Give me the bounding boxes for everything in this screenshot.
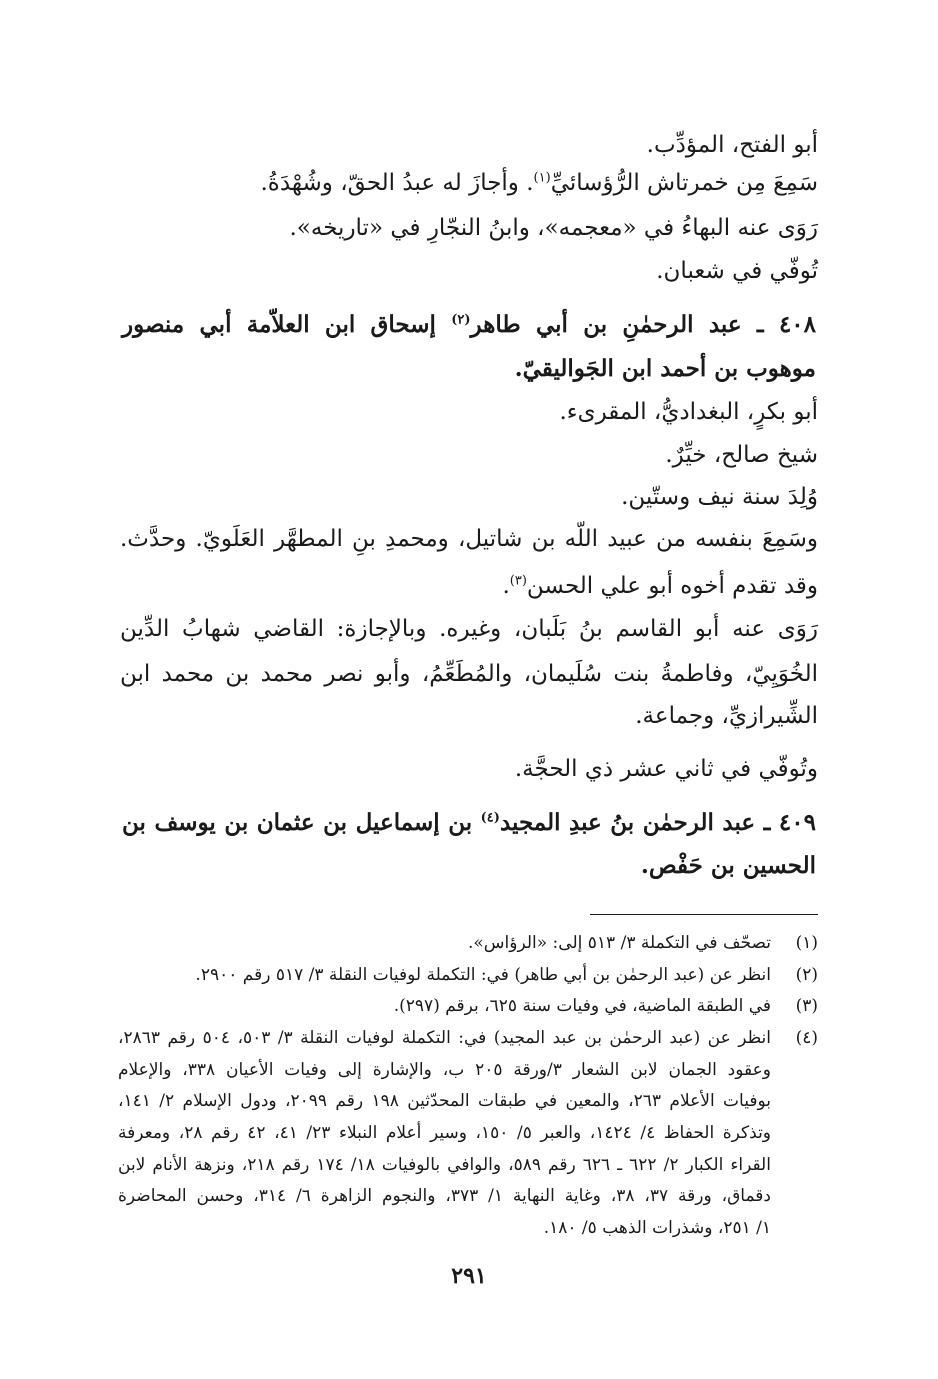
entry-title: موهوب بن أحمد ابن الجَواليقيّ. [514, 355, 816, 382]
text-line [120, 389, 818, 435]
entry-heading-408-cont [120, 346, 816, 392]
footnote-text: وتذكرة الحفاظ ٤/ ١٤٢٤، والعبر ٥/ ١٥٠، وسير أعلام النبلاء ٢٣/ ٤١، ٤٢ رقم ٢٨، ومعرفة [118, 1123, 772, 1143]
footnote-ref[interactable]: (١) [533, 170, 551, 186]
text-line [120, 563, 818, 609]
line-text: وسَمِعَ بنفسه من عبيد اللّه بن شاتيل، ومحمدِ بنِ المطهَّر العَلَويّ. وحدَّث. [120, 526, 818, 552]
line-text: شيخ صالح، خيِّرٌ. [665, 442, 818, 468]
footnote-number: (٢) [795, 965, 818, 985]
text-line [120, 160, 818, 206]
footnote-text: دقماق، ورقة ٣٧، ٣٨، وغاية النهاية ١/ ٣٧٣، والنجوم الزاهرة ٦/ ٣١٤، وحسن المحاضرة [118, 1186, 771, 1206]
entry-title: ٤٠٨ ـ عبد الرحمٰنِ بن أبي طاهر [470, 311, 816, 338]
footnote-text: في الطبقة الماضية، في وفيات سنة ٦٢٥، برقم (٢٩٧). [393, 996, 771, 1016]
line-text: أبو بكرٍ، البغداديُّ، المقرىء. [559, 399, 818, 425]
line-text: الخُوَيِيّ، وفاطمةُ بنت سُلَيمان، والمُطَعِّمُ، وأبو نصر محمد بن محمد ابن [120, 661, 818, 687]
footnote-ref[interactable]: (٢) [451, 312, 471, 328]
footnote-number: (٤) [795, 1028, 818, 1048]
line-text: أبو الفتح، المؤدِّب. [646, 132, 818, 158]
line-text: وقد تقدم أخوه أبو علي الحسن [526, 573, 818, 599]
text-line [120, 248, 818, 294]
text-line [120, 746, 818, 792]
line-text: تُوفّي في شعبان. [656, 258, 818, 284]
entry-title: ٤٠٩ ـ عبد الرحمٰن بنُ عبدِ المجيد [499, 809, 816, 836]
line-text: . وأجازَ له عبدُ الحقّ، وشُهْدَةُ. [260, 170, 534, 196]
text-line [120, 205, 818, 251]
line-text: الشِّيرازيِّ، وجماعة. [635, 703, 818, 729]
footnote-text: وعقود الجمان لابن الشعار ٣/ورقة ٢٠٥ ب، والإشارة إلى وفيات الأعيان ٣٣٨، والإعلام [118, 1060, 771, 1080]
footnote-number: (١) [795, 933, 818, 953]
footnote-number: (٣) [795, 996, 818, 1016]
entry-title: إسحاق ابن العلاّمة أبي منصور [122, 311, 452, 338]
footnote-text: انظر عن (عبد الرحمٰن بن عبد المجيد) في: التكملة لوفيات النقلة ٣/ ٥٠٣، ٥٠٤ رقم ٢٨٦٣، [118, 1028, 771, 1048]
text-line [120, 693, 818, 739]
text-line [120, 651, 818, 697]
footnote-text: انظر عن (عبد الرحمٰن بن أبي طاهر) في: التكملة لوفيات النقلة ٣/ ٥١٧ رقم ٢٩٠٠. [195, 965, 771, 985]
footnote-ref[interactable]: (٣) [509, 573, 527, 589]
footnote-text: ١/ ٢٥١، وشذرات الذهب ٥/ ١٨٠. [543, 1218, 771, 1238]
text-line [120, 606, 818, 652]
entry-heading-408 [122, 302, 816, 348]
page-number: ٢٩١ [451, 1263, 487, 1289]
footnote-text: بوفيات الأعلام ٢٦٣، والمعين في طبقات المحدّثين ١٩٨ رقم ٢٠٩٩، ودول الإسلام ٢/ ١٤١، [118, 1091, 771, 1111]
text-line [120, 474, 818, 520]
line-text: . [502, 573, 510, 599]
footnote-separator [590, 914, 818, 915]
line-text: وُلِدَ سنة نيف وستّين. [621, 484, 818, 510]
line-text: رَوَى عنه البهاءُ في «معجمه»، وابنُ النجّارِ في «تاريخه». [289, 215, 818, 241]
line-text: وتُوفّي في ثاني عشر ذي الحجَّة. [514, 756, 818, 782]
entry-title: الحسين بن حَفْص. [640, 852, 816, 879]
footnote-text: القراء الكبار ٢/ ٦٢٢ ـ ٦٢٦ رقم ٥٨٩، والوافي بالوفيات ١٨/ ١٧٤ رقم ٢١٨، ونزهة الأنام لابن [118, 1155, 771, 1175]
text-line [120, 516, 818, 562]
entry-heading-409-cont [120, 843, 816, 889]
line-text: سَمِعَ مِن خمرتاش الرُّؤسائيِّ [550, 170, 818, 196]
text-line [120, 432, 818, 478]
footnote-ref[interactable]: (٤) [480, 810, 500, 826]
entry-title: بن إسماعيل بن عثمان بن يوسف بن [122, 809, 481, 836]
footnote-text: تصحّف في التكملة ٣/ ٥١٣ إلى: «الرؤاس». [467, 933, 771, 953]
line-text: رَوَى عنه أبو القاسم بنُ بَلَبان، وغيره. وبالإجازة: القاضي شهابُ الدِّين [120, 616, 818, 642]
entry-heading-409 [122, 800, 816, 846]
